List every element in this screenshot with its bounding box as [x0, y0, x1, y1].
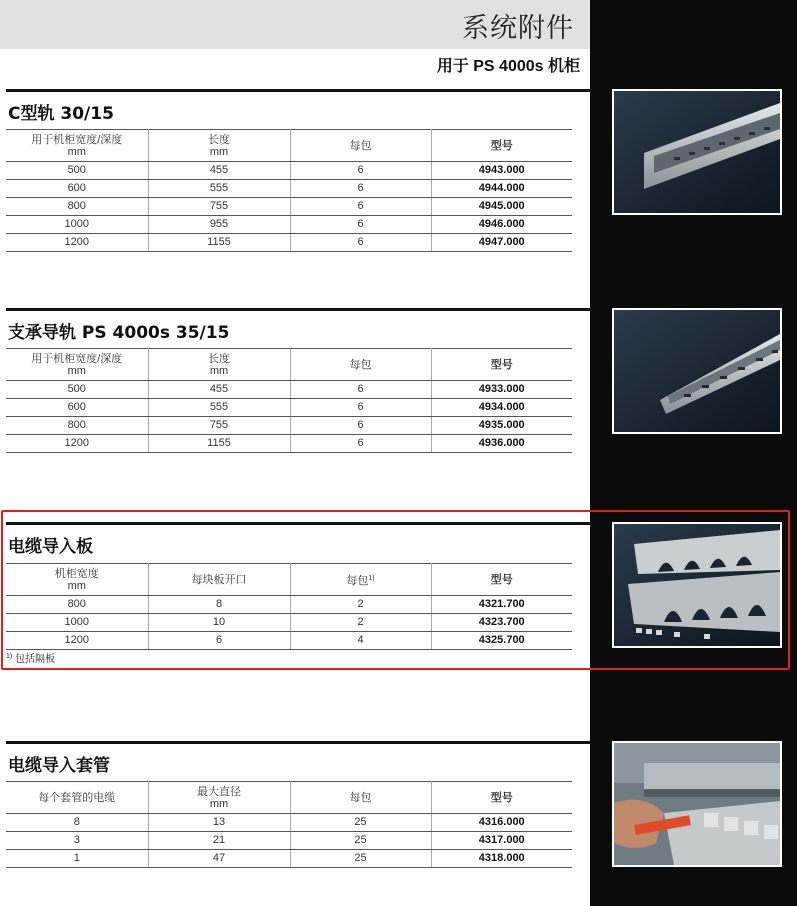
section-c-rail [6, 89, 590, 259]
table-cell: 1000 [6, 614, 148, 632]
part-number: 4944.000 [431, 180, 572, 198]
section-support-rail [6, 308, 590, 458]
table-row [6, 234, 572, 252]
footnote: $^{1)}$ 包括隔板 [6, 653, 56, 665]
part-number: 4318.000 [431, 850, 572, 868]
spec-table [6, 129, 572, 252]
part-number: 4934.000 [431, 399, 572, 417]
table-cell: 10 [148, 614, 290, 632]
col-header: 型号 [431, 782, 572, 814]
table-row [6, 814, 572, 832]
col-header: 用于机柜宽度/深度 mm [6, 130, 148, 162]
table-cell: 1000 [6, 216, 148, 234]
table-cell: 1155 [148, 435, 290, 453]
table-cell: 8 [148, 596, 290, 614]
table-cell: 6 [290, 234, 431, 252]
spec-table [6, 348, 572, 453]
section-title: C型轨 30/15 [8, 104, 114, 124]
table-cell: 2 [290, 596, 431, 614]
table-row [6, 399, 572, 417]
table-cell: 1155 [148, 234, 290, 252]
table-cell: 555 [148, 399, 290, 417]
col-header: 每包 [290, 782, 431, 814]
part-number: 4936.000 [431, 435, 572, 453]
table-cell: 600 [6, 399, 148, 417]
support-rail-photo [612, 308, 782, 434]
table-cell: 455 [148, 381, 290, 399]
col-header: 每包$^{1)}$ [290, 564, 431, 596]
highlight-box [1, 510, 790, 670]
section-cable-gland [6, 741, 590, 871]
page-subtitle: 用于 PS 4000s 机柜 [436, 58, 580, 75]
table-row [6, 417, 572, 435]
section-title: 电缆导入板 [8, 537, 93, 557]
table-cell: 800 [6, 198, 148, 216]
table-cell: 500 [6, 162, 148, 180]
table-cell: 6 [290, 162, 431, 180]
col-header: 每个套管的电缆 [6, 782, 148, 814]
table-cell: 6 [290, 435, 431, 453]
col-header: 型号 [431, 564, 572, 596]
section-rule [6, 308, 590, 311]
table-cell: 25 [290, 814, 431, 832]
table-row [6, 435, 572, 453]
part-number: 4323.700 [431, 614, 572, 632]
table-row [6, 381, 572, 399]
table-row [6, 850, 572, 868]
part-number: 4316.000 [431, 814, 572, 832]
table-cell: 1200 [6, 234, 148, 252]
col-header: 用于机柜宽度/深度 mm [6, 349, 148, 381]
spec-table [6, 781, 572, 868]
table-row [6, 198, 572, 216]
table-cell: 4 [290, 632, 431, 650]
cable-gland-photo [612, 741, 782, 867]
section-title: 电缆导入套管 [8, 756, 110, 776]
col-header: 型号 [431, 349, 572, 381]
col-header: 长度 mm [148, 130, 290, 162]
table-cell: 6 [290, 180, 431, 198]
col-header: 型号 [431, 130, 572, 162]
col-header: 每包 [290, 349, 431, 381]
table-cell: 47 [148, 850, 290, 868]
part-number: 4933.000 [431, 381, 572, 399]
part-number: 4943.000 [431, 162, 572, 180]
table-cell: 1 [6, 850, 148, 868]
section-rule [6, 89, 590, 92]
part-number: 4317.000 [431, 832, 572, 850]
part-number: 4321.700 [431, 596, 572, 614]
table-cell: 21 [148, 832, 290, 850]
table-cell: 800 [6, 417, 148, 435]
table-cell: 800 [6, 596, 148, 614]
table-row [6, 162, 572, 180]
section-rule [6, 741, 590, 744]
part-number: 4946.000 [431, 216, 572, 234]
col-header: 每包 [290, 130, 431, 162]
table-cell: 755 [148, 417, 290, 435]
table-cell: 555 [148, 180, 290, 198]
col-header: 最大直径 mm [148, 782, 290, 814]
table-row [6, 832, 572, 850]
table-cell: 2 [290, 614, 431, 632]
table-cell: 600 [6, 180, 148, 198]
table-cell: 755 [148, 198, 290, 216]
part-number: 4945.000 [431, 198, 572, 216]
col-header: 每块板开口 [148, 564, 290, 596]
table-cell: 8 [6, 814, 148, 832]
part-number: 4325.700 [431, 632, 572, 650]
table-cell: 13 [148, 814, 290, 832]
col-header: 长度 mm [148, 349, 290, 381]
table-cell: 25 [290, 850, 431, 868]
table-cell: 955 [148, 216, 290, 234]
table-cell: 6 [290, 198, 431, 216]
table-cell: 6 [290, 381, 431, 399]
table-cell: 6 [290, 399, 431, 417]
table-cell: 6 [290, 417, 431, 435]
c-rail-photo [612, 89, 782, 215]
table-cell: 6 [148, 632, 290, 650]
table-cell: 500 [6, 381, 148, 399]
table-cell: 455 [148, 162, 290, 180]
section-title: 支承导轨 PS 4000s 35/15 [8, 323, 230, 343]
col-header: 机柜宽度 mm [6, 564, 148, 596]
table-cell: 1200 [6, 435, 148, 453]
part-number: 4947.000 [431, 234, 572, 252]
table-cell: 1200 [6, 632, 148, 650]
page-title: 系统附件 [462, 13, 574, 44]
table-cell: 25 [290, 832, 431, 850]
table-cell: 6 [290, 216, 431, 234]
part-number: 4935.000 [431, 417, 572, 435]
table-cell: 3 [6, 832, 148, 850]
page-header [0, 0, 590, 49]
table-row [6, 216, 572, 234]
table-row [6, 180, 572, 198]
